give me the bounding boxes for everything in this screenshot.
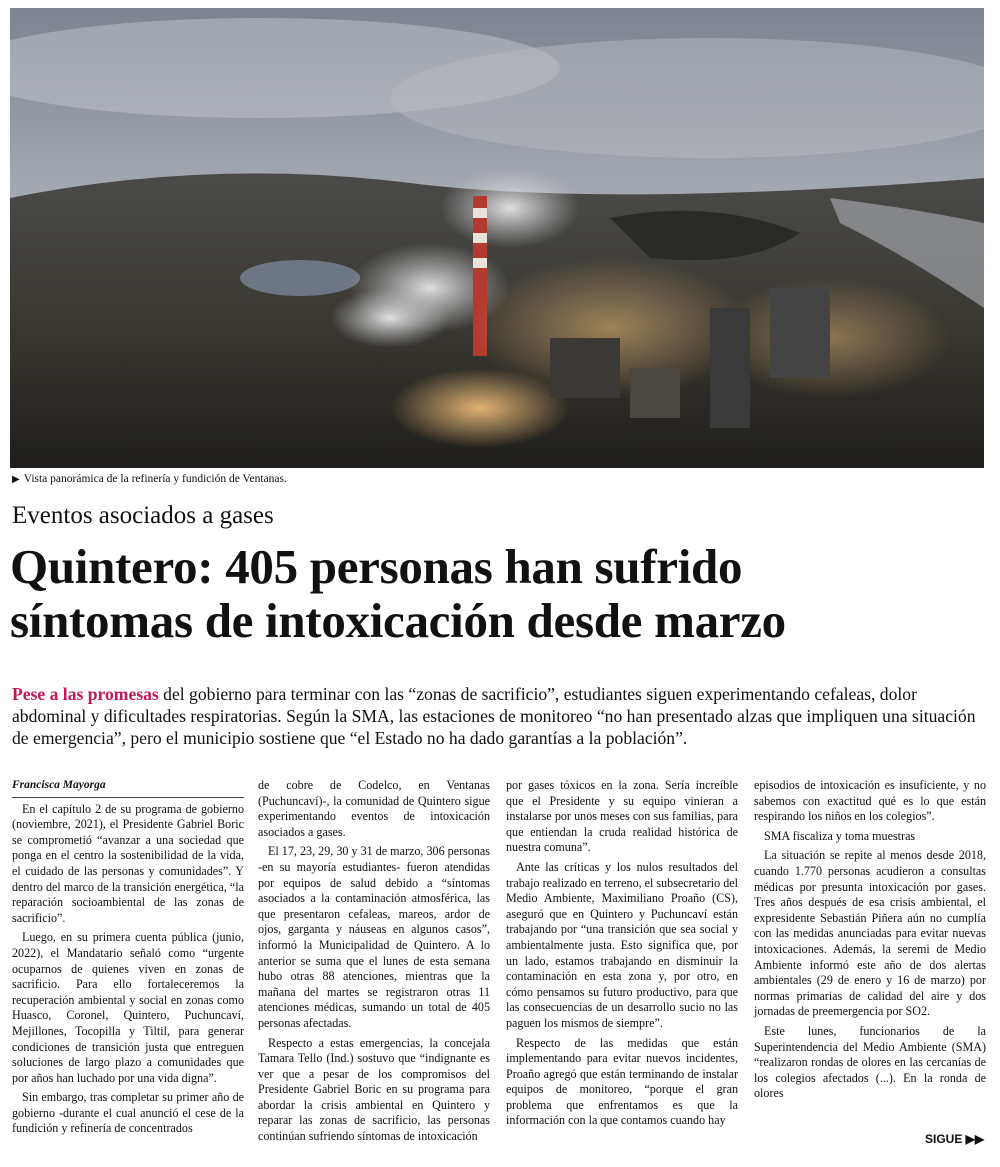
paragraph: Respecto de las medidas que están implementando para evitar nuevos incidentes, Proaño agregó que están terminando de instalar equipos de monitoreo, “porque el gran problema que enfrentamos es que la información con la que contamos cuando hay [506,1035,738,1128]
column-4 [754,778,986,1106]
continue-marker: SIGUE ▶▶ [925,1132,985,1146]
paragraph: Ante las críticas y los nulos resultados del trabajo realizado en terreno, el subsecretario del Medio Ambiente, Maximiliano Proaño (CS), aseguró que en Quintero y Puchuncaví están trabajando por “una transición que sea social y ambientalmente justa. Esto significa que, por un lado, estamos trabajando en disminuir la contaminación en esta zona y, por otro, en cómo pensamos su futuro productivo, para que las consecuencias de un desarrollo sucio no las paguen los mismos de siempre”. [506,859,739,1030]
paragraph: Respecto a estas emergencias, la concejala Tamara Tello (Ind.) sostuvo que “indignante es ver que a pesar de los compromisos del Presidente Gabriel Boric en su programa para abordar la crisis ambiental en Quintero y reparar las zonas de sacrificio, las personas continúan sufriendo síntomas de intoxicación [258,1035,490,1144]
refinery-photo [10,8,984,468]
paragraph: episodios de intoxicación es insuficiente, y no sabemos con exactitud qué es lo que están respirando los niños en los colegios”. [754,778,986,824]
headline-line1: Quintero: 405 personas han sufrido [10,539,743,594]
paragraph: Este lunes, funcionarios de la Superintendencia del Medio Ambiente (SMA) “realizaron rondas de olores en las cercanías de los colegios afectados (...). En la ronda de olores [754,1023,986,1101]
column-3 [506,778,738,1133]
lead-highlight: Pese a las promesas [12,684,159,704]
refinery-photo-image [10,8,984,468]
paragraph: La situación se repite al menos desde 2018, cuando 1.770 personas acudieron a consultas médicas por presunta intoxicación por gases. Tres años después de esa crisis ambiental, el expresidente Sebastián Piñera aún no cumplía con las medidas anunciadas para evitar nuevas intoxicaciones. Además, la seremi de Medio Ambiente informó este año de dos alertas ambientales (29 de enero y 16 de marzo) por normas primarias de calidad del aire y dos jornadas de preemergencia por SO2. [754,848,986,1019]
headline [10,540,990,648]
lead-text: del gobierno para terminar con las “zonas de sacrificio”, estudiantes siguen experimentando cefaleas, dolor abdominal y dificultades respiratorias. Según la SMA, las estaciones de monitoreo “no han presentado alzas que impliquen una situación de emergencia”, pero el municipio sostiene que “el Estado no ha dado garantías a la población”. [12,684,976,748]
lead-paragraph [12,683,987,749]
subheading: SMA fiscaliza y toma muestras [764,828,916,843]
paragraph: de cobre de Codelco, en Ventanas (Puchuncaví)-, la comunidad de Quintero sigue experimentando eventos de intoxicación asociados a gases. [258,778,490,839]
headline-line2: síntomas de intoxicación desde marzo [10,593,786,648]
column-1 [12,778,244,1141]
paragraph: Sin embargo, tras completar su primer año de gobierno -durante el cual anunció el cese de la fundición y refinería de concentrados [12,1090,244,1136]
byline: Francisca Mayorga [12,778,244,798]
paragraph: En el capítulo 2 de su programa de gobierno (noviembre, 2021), el Presidente Gabriel Boric se comprometió “avanzar a una sociedad que ponga en el centro la sostenibilidad de la vida, el cuidado de las personas y comunidades”. Y dentro del marco de la transición energética, “la reparación socioambiental de las zonas de sacrificio”. [12,801,244,925]
kicker: Eventos asociados a gases [12,502,274,529]
column-2 [258,778,490,1149]
paragraph: por gases tóxicos en la zona. Sería increíble que el Presidente y su equipo vinieran a instalarse por unos meses con sus familias, para que entiendan la cruda realidad histórica de nuestra comuna”. [506,778,738,855]
caption-marker-icon: ▶ [12,474,20,485]
photo-caption [12,473,287,485]
paragraph: Luego, en su primera cuenta pública (junio, 2022), el Mandatario señaló como “urgente ocuparnos de quienes viven en zonas de sacrificio. Para ello fortaleceremos la recuperación ambiental y social en zonas como Huasco, Coronel, Quintero, Puchuncaví, Mejillones, Tocopilla y Tiltil, para generar condiciones de transición justa que entreguen soluciones de largo plazo a comunidades que por años han luchado por una vida digna”. [12,930,244,1085]
caption-text: Vista panorámica de la refinería y fundición de Ventanas. [23,473,287,485]
paragraph: El 17, 23, 29, 30 y 31 de marzo, 306 personas -en su mayoría estudiantes- fueron atendidas por equipos de salud debido a “síntomas asociados a la contaminación atmosférica, las que presentaron cefaleas, mareos, ardor de ojos, garganta y náuseas en algunos casos”, informó la Municipalidad de Quintero. A lo anterior se suma que el lunes de esta semana hubo otras 88 atenciones, mientras que la mañana del martes se registraron otras 11 atenciones médicas, sumando un total de 405 personas afectadas. [258,844,490,1030]
